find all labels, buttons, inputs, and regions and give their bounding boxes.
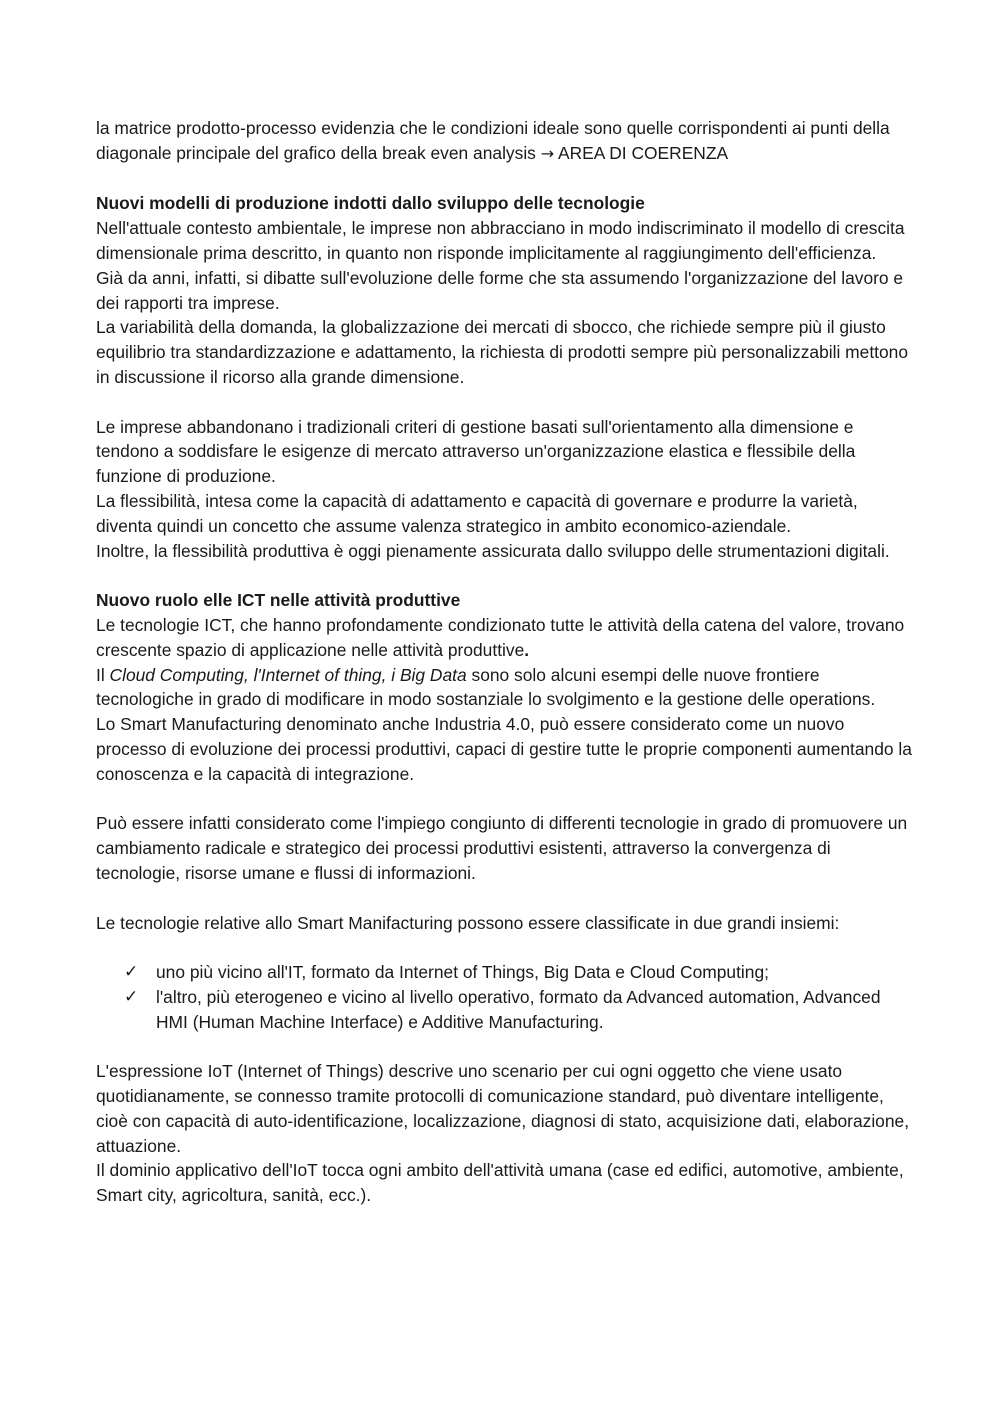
paragraph [96, 663, 916, 713]
paragraph-text: sono solo alcuni esempi delle nuove frontiere tecnologiche in grado di modificare in modo sostanziale lo svolgimento e la gestione delle operations. [96, 664, 876, 710]
paragraph-gap [96, 167, 916, 192]
list-item [96, 985, 916, 1035]
check-mark-icon: ✓ [124, 962, 139, 983]
check-mark-icon: ✓ [124, 986, 139, 1007]
section-heading-production-models: Nuovi modelli di produzione indotti dallo sviluppo delle tecnologie [96, 193, 645, 214]
italic-technologies: Cloud Computing, l'Internet of thing, i Big Data [109, 664, 467, 685]
section-heading-ict-role: Nuovo ruolo elle ICT nelle attività produttive [96, 590, 461, 611]
paragraph: L'espressione IoT (Internet of Things) descrive uno scenario per cui ogni oggetto che viene usato quotidianamente, se connesso tramite protocolli di comunicazione standard, può diventare intelligente, cioè con capacità di auto-identificazione, localizzazione, diagnosi di stato, acquisizione dati, elaborazione, attuazione. [96, 1061, 910, 1156]
document-page [96, 116, 916, 1208]
checklist [96, 960, 916, 1034]
paragraph: Le tecnologie relative allo Smart Manifacturing possono essere classificate in due grandi insiemi: [96, 912, 840, 933]
paragraph-end-period: . [524, 639, 530, 660]
paragraph-gap [96, 390, 916, 415]
list-item-text: uno più vicino all'IT, formato da Internet of Things, Big Data e Cloud Computing; [156, 962, 769, 983]
paragraph: La flessibilità, intesa come la capacità di adattamento e capacità di governare e produrre la varietà, diventa quindi un concetto che assume valenza strategico in ambito economico-aziendale. [96, 490, 858, 536]
paragraph [96, 613, 916, 663]
paragraph-text: Il [96, 664, 110, 685]
paragraph-gap [96, 563, 916, 588]
paragraph: Inoltre, la flessibilità produttiva è oggi pienamente assicurata dallo sviluppo delle strumentazioni digitali. [96, 540, 890, 561]
paragraph-gap [96, 886, 916, 911]
paragraph: Lo Smart Manufacturing denominato anche Industria 4.0, può essere considerato come un nuovo processo di evoluzione dei processi produttivi, capaci di gestire tutte le proprie componenti aumentando la conoscenza e la capacità di integrazione. [96, 714, 912, 784]
paragraph: Può essere infatti considerato come l'impiego congiunto di differenti tecnologie in grado di promuovere un cambiamento radicale e strategico dei processi produttivi esistenti, attraverso la convergenza di tecnologie, risorse umane e flussi di informazioni. [96, 813, 908, 883]
intro-paragraph [96, 116, 916, 167]
paragraph: Nell'attuale contesto ambientale, le imprese non abbracciano in modo indiscriminato il modello di crescita dimensionale prima descritto, in quanto non risponde implicitamente al raggiungimento dell'efficienza. [96, 218, 905, 263]
intro-arrow-target: AREA DI COERENZA [558, 142, 729, 163]
list-item [96, 960, 916, 985]
paragraph-gap [96, 935, 916, 960]
paragraph-gap [96, 787, 916, 812]
list-item-text: l'altro, più eterogeneo e vicino al livello operativo, formato da Advanced automation, Advanced HMI (Human Machine Interface) e Additive Manufacturing. [156, 986, 881, 1032]
paragraph: La variabilità della domanda, la globalizzazione dei mercati di sbocco, che richiede sempre più il giusto equilibrio tra standardizzazione e adattamento, la richiesta di prodotti sempre più personalizzabili mettono in discussione il ricorso alla grande dimensione. [96, 317, 909, 387]
paragraph-gap [96, 1034, 916, 1059]
right-arrow-icon: → [540, 143, 555, 163]
paragraph: Già da anni, infatti, si dibatte sull'evoluzione delle forme che sta assumendo l'organizzazione del lavoro e dei rapporti tra imprese. [96, 267, 904, 313]
paragraph-text: Le tecnologie ICT, che hanno profondamente condizionato tutte le attività della catena del valore, trovano crescente spazio di applicazione nelle attività produttive [96, 614, 905, 660]
paragraph: Le imprese abbandonano i tradizionali criteri di gestione basati sull'orientamento alla dimensione e tendono a soddisfare le esigenze di mercato attraverso un'organizzazione elastica e flessibile della funzione di produzione. [96, 416, 856, 487]
intro-text: la matrice prodotto-processo evidenzia che le condizioni ideale sono quelle corrispondenti ai punti della diagonale principale del grafico della break even analysis [96, 118, 890, 163]
paragraph: Il dominio applicativo dell'IoT tocca ogni ambito dell'attività umana (case ed edifici, automotive, ambiente, Smart city, agricoltura, sanità, ecc.). [96, 1160, 904, 1206]
